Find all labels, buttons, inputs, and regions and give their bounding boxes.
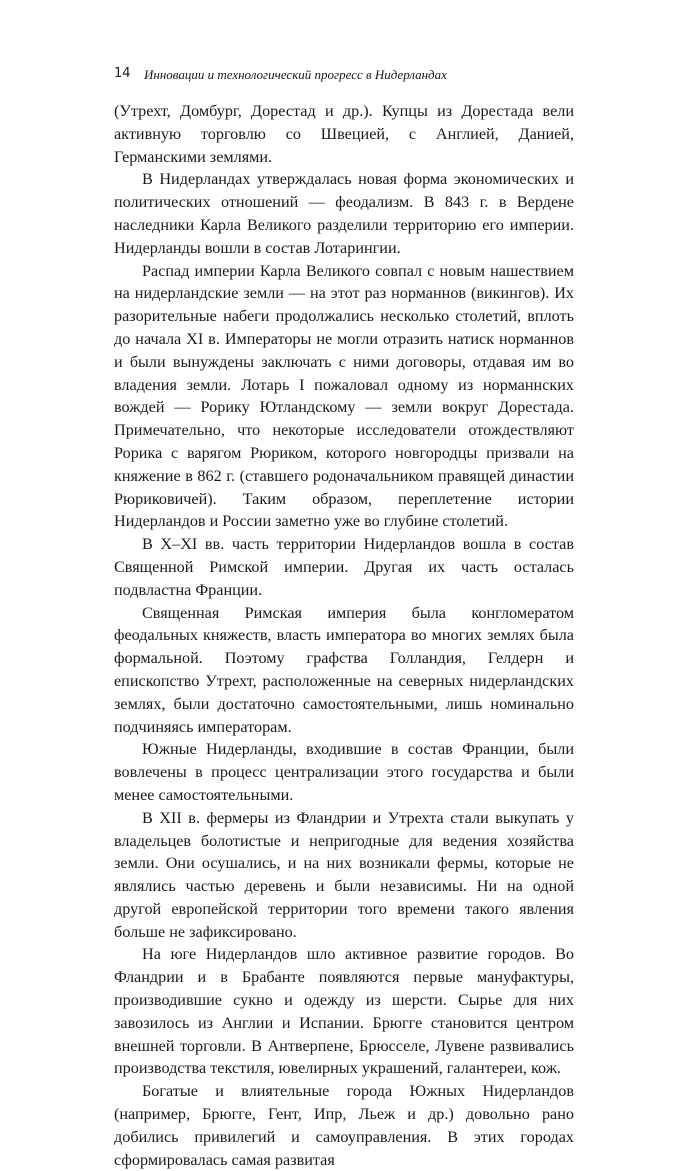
paragraph: В XII в. фермеры из Фландрии и Утрехта стали выкупать у владельцев болотистые и непригодные для ведения хозяйства земли. Они осушались, и на них возникали фермы, которые не являлись частью деревень и были независимы. Ни на одной другой европейской территории того времени такого явления больше не зафиксировано. xyxy=(114,808,574,941)
page-header xyxy=(114,66,574,86)
paragraph: В X–XI вв. часть территории Нидерландов вошла в состав Священной Римской империи. Другая их часть осталась подвластна Франции. xyxy=(114,535,574,599)
paragraph: На юге Нидерландов шло активное развитие городов. Во Фландрии и в Брабанте появляются первые мануфактуры, производившие сукно и одежду из шерсти. Сырье для них завозилось из Англии и Испании. Брюгге становится центром внешней торговли. В Антверпене, Брюсселе, Лувене развивались производства текстиля, ювелирных украшений, галантереи, кож. xyxy=(114,945,574,1078)
paragraph: Южные Нидерланды, входившие в состав Франции, были вовлечены в процесс централизации этого государства и были менее самостоятельными. xyxy=(114,740,574,804)
body-text xyxy=(114,100,574,1171)
paragraph: Богатые и влиятельные города Южных Нидерландов (например, Брюгге, Гент, Ипр, Льеж и др.) довольно рано добились привилегий и самоуправления. В этих городах сформировалась самая развитая xyxy=(114,1082,574,1169)
paragraph: Распад империи Карла Великого совпал с новым нашествием на нидерландские земли — на этот раз норманнов (викингов). Их разорительные набеги продолжались несколько столетий, вплоть до начала XI в. Императоры не могли отразить натиск норманнов и были вынуждены заключать с ними договоры, отдавая им во владения земли. Лотарь I пожаловал одному из норманнских вождей — Рорику Ютландскому — земли вокруг Дорестада. Примечательно, что некоторые исследователи отождествляют Рорика с варягом Рюриком, которого новгородцы призвали на княжение в 862 г. (ставшего родоначальником правящей династии Рюриковичей). Таким образом, переплетение истории Нидерландов и России заметно уже во глубине столетий. xyxy=(114,261,574,531)
running-title: Инновации и технологический прогресс в Нидерландах xyxy=(144,67,447,82)
paragraph: (Утрехт, Домбург, Дорестад и др.). Купцы из Дорестада вели активную торговлю со Швецией, с Англией, Данией, Германскими землями. xyxy=(114,102,574,166)
paragraph: В Нидерландах утверждалась новая форма экономических и политических отношений — феодализм. В 843 г. в Вердене наследники Карла Великого разделили территорию его империи. Нидерланды вошли в состав Лотарингии. xyxy=(114,170,574,257)
paragraph: Священная Римская империя была конгломератом феодальных княжеств, власть императора во многих землях была формальной. Поэтому графства Голландия, Гелдерн и епископство Утрехт, расположенные на северных нидерландских землях, были достаточно самостоятельными, лишь номинально подчиняясь императорам. xyxy=(114,603,574,736)
page-number: 14 xyxy=(114,66,131,81)
